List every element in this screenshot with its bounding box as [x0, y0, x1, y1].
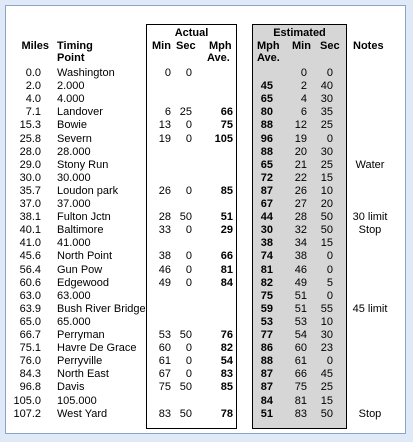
actual-min-cell: 53	[158, 329, 171, 341]
estimated-mph-cell: 59	[260, 303, 273, 315]
actual-sec-cell: 0	[185, 277, 192, 289]
estimated-min-cell: 2	[300, 80, 307, 92]
notes-header: Notes	[353, 40, 384, 52]
actual-sec-cell: 0	[185, 67, 192, 79]
estimated-mph-cell: 84	[260, 395, 273, 407]
estimated-min-cell: 60	[294, 342, 307, 354]
estimated-min-cell: 6	[300, 106, 307, 118]
actual-min-cell: 19	[158, 133, 171, 145]
timing-point-cell: Gun Pow	[57, 264, 103, 276]
miles-cell: 35.7	[19, 185, 41, 197]
actual-mph-cell: 84	[220, 277, 233, 289]
estimated-min-cell: 49	[294, 277, 307, 289]
miles-cell: 2.0	[25, 80, 41, 92]
estimated-min-cell: 19	[294, 133, 307, 145]
actual-mph-cell: 66	[220, 106, 233, 118]
actual-sec-cell: 0	[185, 119, 192, 131]
estimated-mph-cell: 87	[260, 185, 273, 197]
timing-point-cell: North Point	[57, 250, 113, 262]
estimated-sec-cell: 30	[320, 329, 333, 341]
estimated-sec-cell: 45	[320, 368, 333, 380]
estimated-mph-cell: 74	[260, 250, 273, 262]
estimated-min-cell: 21	[294, 159, 307, 171]
estimated-mph-cell: 88	[260, 119, 273, 131]
timing-point-cell: 28.000	[57, 146, 91, 158]
actual-sec-cell: 50	[179, 329, 192, 341]
timing-point-cell: Baltimore	[57, 224, 104, 236]
miles-cell: 60.6	[19, 277, 41, 289]
actual-sec-cell: 0	[185, 264, 192, 276]
miles-cell: 30.0	[19, 172, 41, 184]
estimated-sec-cell: 10	[320, 185, 333, 197]
estimated-sec-cell: 0	[326, 290, 333, 302]
estimated-min-cell: 66	[294, 368, 307, 380]
estimated-sec-cell: 15	[320, 172, 333, 184]
timing-point-cell: Havre De Grace	[57, 342, 137, 354]
estimated-min-cell: 38	[294, 250, 307, 262]
miles-cell: 4.0	[25, 93, 41, 105]
estimated-min-cell: 34	[294, 237, 307, 249]
miles-cell: 75.1	[19, 342, 41, 354]
estimated-mph-cell: 67	[260, 198, 273, 210]
actual-min-cell: 75	[158, 381, 171, 393]
estimated-mph-cell: 80	[260, 106, 273, 118]
miles-cell: 40.1	[19, 224, 41, 236]
miles-cell: 63.0	[19, 290, 41, 302]
miles-cell: 29.0	[19, 159, 41, 171]
actual-min-cell: 6	[164, 106, 171, 118]
timing-point-cell: Bowie	[57, 119, 87, 131]
miles-cell: 107.2	[13, 408, 41, 420]
estimated-mph-cell: 77	[260, 329, 273, 341]
actual-min-cell: 49	[158, 277, 171, 289]
timing-point-cell: 65.000	[57, 316, 91, 328]
actual-min-header: Min	[152, 40, 171, 52]
estimated-sec-cell: 30	[320, 93, 333, 105]
estimated-sec-cell: 0	[326, 355, 333, 367]
timing-point-cell: Loudon park	[57, 185, 119, 197]
actual-sec-cell: 0	[185, 342, 192, 354]
actual-sec-cell: 50	[179, 381, 192, 393]
estimated-sec-cell: 50	[320, 408, 333, 420]
estimated-sec-cell: 0	[326, 67, 333, 79]
estimated-sec-cell: 0	[326, 250, 333, 262]
actual-mph-cell: 29	[220, 224, 233, 236]
actual-sec-cell: 0	[185, 224, 192, 236]
timing-point-cell: North East	[57, 368, 109, 380]
miles-cell: 76.0	[19, 355, 41, 367]
timing-point-cell: Perryville	[57, 355, 103, 367]
miles-cell: 45.6	[19, 250, 41, 262]
estimated-mph-cell: 53	[260, 316, 273, 328]
miles-cell: 96.8	[19, 381, 41, 393]
actual-min-cell: 38	[158, 250, 171, 262]
miles-cell: 41.0	[19, 237, 41, 249]
actual-mph-cell: 75	[220, 119, 233, 131]
estimated-min-cell: 4	[300, 93, 307, 105]
estimated-mph-cell: 88	[260, 355, 273, 367]
estimated-min-cell: 61	[294, 355, 307, 367]
estimated-mph-cell: 65	[260, 159, 273, 171]
timing-point-header-line1: Timing	[57, 40, 93, 52]
actual-min-cell: 60	[158, 342, 171, 354]
timing-point-cell: Bush River Bridge	[57, 303, 146, 315]
estimated-min-cell: 46	[294, 264, 307, 276]
estimated-mph-header-line2: Ave.	[257, 52, 280, 64]
timing-point-cell: Landover	[57, 106, 103, 118]
estimated-mph-cell: 51	[260, 408, 273, 420]
estimated-min-cell: 27	[294, 198, 307, 210]
miles-cell: 38.1	[19, 211, 41, 223]
estimated-sec-cell: 23	[320, 342, 333, 354]
actual-sec-cell: 50	[179, 408, 192, 420]
actual-mph-cell: 66	[220, 250, 233, 262]
actual-min-cell: 26	[158, 185, 171, 197]
estimated-sec-cell: 40	[320, 80, 333, 92]
timing-point-cell: Stony Run	[57, 159, 109, 171]
estimated-sec-header: Sec	[320, 40, 340, 52]
actual-mph-cell: 51	[220, 211, 233, 223]
estimated-sec-cell: 25	[320, 119, 333, 131]
estimated-mph-cell: 75	[260, 290, 273, 302]
estimated-min-cell: 75	[294, 381, 307, 393]
actual-min-cell: 61	[158, 355, 171, 367]
actual-mph-cell: 54	[220, 355, 233, 367]
estimated-sec-cell: 15	[320, 237, 333, 249]
actual-sec-header: Sec	[176, 40, 196, 52]
timing-point-cell: 30.000	[57, 172, 91, 184]
estimated-mph-cell: 87	[260, 368, 273, 380]
estimated-min-cell: 81	[294, 395, 307, 407]
actual-min-cell: 28	[158, 211, 171, 223]
timing-point-cell: 63.000	[57, 290, 91, 302]
estimated-min-cell: 53	[294, 316, 307, 328]
timing-point-cell: 105.000	[57, 395, 97, 407]
estimated-min-cell: 51	[294, 303, 307, 315]
estimated-sec-cell: 10	[320, 316, 333, 328]
estimated-sec-cell: 50	[320, 211, 333, 223]
actual-sec-cell: 25	[179, 106, 192, 118]
estimated-mph-cell: 30	[260, 224, 273, 236]
miles-cell: 28.0	[19, 146, 41, 158]
actual-mph-cell: 78	[220, 408, 233, 420]
timing-point-cell: Washington	[57, 67, 115, 79]
timing-point-header-line2: Point	[57, 52, 85, 64]
timing-point-cell: 37.000	[57, 198, 91, 210]
actual-min-cell: 83	[158, 408, 171, 420]
actual-min-cell: 0	[164, 67, 171, 79]
actual-sec-cell: 0	[185, 355, 192, 367]
estimated-min-cell: 12	[294, 119, 307, 131]
timing-point-cell: West Yard	[57, 408, 108, 420]
estimated-mph-cell: 65	[260, 93, 273, 105]
actual-heading: Actual	[174, 27, 209, 39]
notes-cell: Stop	[358, 224, 382, 236]
miles-cell: 105.0	[13, 395, 41, 407]
notes-cell: Water	[355, 159, 385, 171]
estimated-min-cell: 51	[294, 290, 307, 302]
timing-point-cell: 4.000	[57, 93, 85, 105]
estimated-sec-cell: 0	[326, 133, 333, 145]
timing-point-cell: Perryman	[57, 329, 105, 341]
estimated-mph-cell: 81	[260, 264, 273, 276]
timing-point-cell: 41.000	[57, 237, 91, 249]
estimated-sec-cell: 20	[320, 198, 333, 210]
estimated-sec-cell: 35	[320, 106, 333, 118]
timing-point-cell: Edgewood	[57, 277, 109, 289]
actual-sec-cell: 0	[185, 250, 192, 262]
estimated-min-cell: 28	[294, 211, 307, 223]
actual-mph-cell: 83	[220, 368, 233, 380]
miles-cell: 65.0	[19, 316, 41, 328]
estimated-heading: Estimated	[273, 27, 326, 39]
estimated-mph-header-line1: Mph	[257, 40, 280, 52]
miles-header: Miles	[21, 40, 49, 52]
miles-cell: 15.3	[19, 119, 41, 131]
actual-mph-cell: 105	[214, 133, 233, 145]
actual-sec-cell: 50	[179, 211, 192, 223]
timing-point-cell: 2.000	[57, 80, 85, 92]
notes-cell: 30 limit	[352, 211, 388, 223]
miles-cell: 84.3	[19, 368, 41, 380]
notes-cell: 45 limit	[352, 303, 388, 315]
estimated-mph-cell: 86	[260, 342, 273, 354]
actual-min-cell: 13	[158, 119, 171, 131]
estimated-mph-cell: 82	[260, 277, 273, 289]
miles-cell: 66.7	[19, 329, 41, 341]
actual-min-cell: 67	[158, 368, 171, 380]
actual-mph-cell: 85	[220, 381, 233, 393]
estimated-mph-cell: 44	[260, 211, 273, 223]
actual-mph-header-line1: Mph	[209, 40, 232, 52]
actual-mph-cell: 76	[220, 329, 233, 341]
estimated-sec-cell: 0	[326, 264, 333, 276]
actual-mph-cell: 85	[220, 185, 233, 197]
estimated-mph-cell: 87	[260, 381, 273, 393]
estimated-min-cell: 20	[294, 146, 307, 158]
miles-cell: 63.9	[19, 303, 41, 315]
estimated-sec-cell: 25	[320, 159, 333, 171]
estimated-min-cell: 83	[294, 408, 307, 420]
estimated-mph-cell: 72	[260, 172, 273, 184]
estimated-min-cell: 32	[294, 224, 307, 236]
notes-cell: Stop	[358, 408, 382, 420]
estimated-sec-cell: 30	[320, 146, 333, 158]
estimated-sec-cell: 50	[320, 224, 333, 236]
estimated-sec-cell: 5	[326, 277, 333, 289]
actual-sec-cell: 0	[185, 133, 192, 145]
actual-mph-header-line2: Ave.	[207, 52, 230, 64]
timing-point-cell: Fulton Jctn	[57, 211, 111, 223]
actual-mph-cell: 82	[220, 342, 233, 354]
actual-sec-cell: 0	[185, 185, 192, 197]
estimated-mph-cell: 88	[260, 146, 273, 158]
actual-mph-cell: 81	[220, 264, 233, 276]
miles-cell: 37.0	[19, 198, 41, 210]
estimated-min-cell: 26	[294, 185, 307, 197]
estimated-sec-cell: 25	[320, 381, 333, 393]
timing-point-cell: Davis	[57, 381, 85, 393]
actual-min-cell: 46	[158, 264, 171, 276]
estimated-sec-cell: 15	[320, 395, 333, 407]
estimated-mph-cell: 38	[260, 237, 273, 249]
miles-cell: 25.8	[19, 133, 41, 145]
estimated-mph-cell: 45	[260, 80, 273, 92]
timing-point-cell: Severn	[57, 133, 92, 145]
actual-min-cell: 33	[158, 224, 171, 236]
estimated-mph-cell: 96	[260, 133, 273, 145]
estimated-min-cell: 54	[294, 329, 307, 341]
estimated-sec-cell: 55	[320, 303, 333, 315]
estimated-min-cell: 22	[294, 172, 307, 184]
estimated-min-header: Min	[292, 40, 311, 52]
miles-cell: 0.0	[25, 67, 41, 79]
estimated-min-cell: 0	[300, 67, 307, 79]
actual-sec-cell: 0	[185, 368, 192, 380]
miles-cell: 7.1	[25, 106, 41, 118]
miles-cell: 56.4	[19, 264, 41, 276]
